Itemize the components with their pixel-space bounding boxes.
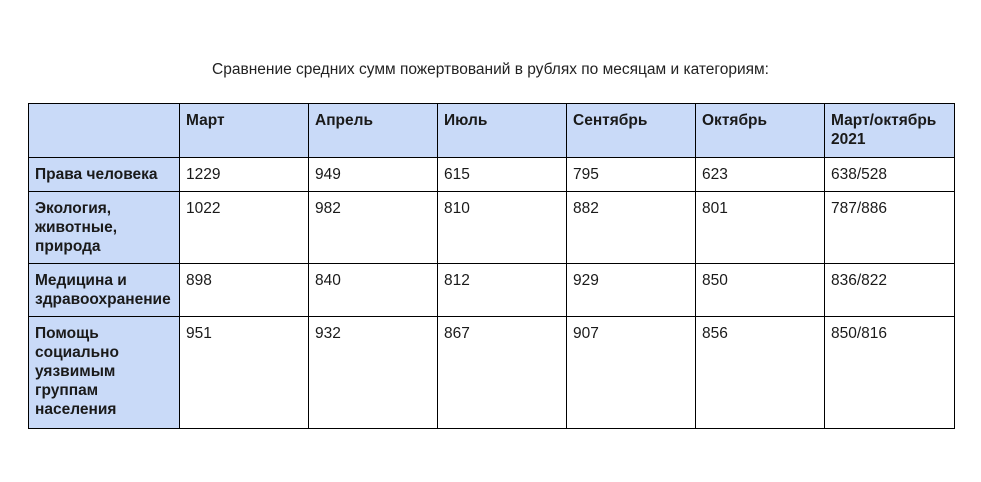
header-cell-september: Сентябрь <box>567 104 696 158</box>
table-header-row <box>29 104 955 158</box>
header-cell-july: Июль <box>438 104 567 158</box>
header-cell-march: Март <box>180 104 309 158</box>
table-caption: Сравнение средних сумм пожертвований в рублях по месяцам и категориям: <box>212 61 769 78</box>
table-cell: 840 <box>309 264 438 317</box>
table-cell: 801 <box>696 192 825 264</box>
table-cell: 1229 <box>180 158 309 192</box>
table-cell: 787/886 <box>825 192 955 264</box>
table-cell: 615 <box>438 158 567 192</box>
table-cell: 623 <box>696 158 825 192</box>
table-cell: 929 <box>567 264 696 317</box>
row-header-cell: Медицина и здравоохранение <box>29 264 180 317</box>
table-cell: 795 <box>567 158 696 192</box>
table-cell: 856 <box>696 317 825 429</box>
table-cell: 882 <box>567 192 696 264</box>
header-cell-october: Октябрь <box>696 104 825 158</box>
table-cell: 898 <box>180 264 309 317</box>
table-cell: 867 <box>438 317 567 429</box>
table-cell: 812 <box>438 264 567 317</box>
table-cell: 638/528 <box>825 158 955 192</box>
table-cell: 850 <box>696 264 825 317</box>
table-cell: 850/816 <box>825 317 955 429</box>
header-cell-corner <box>29 104 180 158</box>
table-row <box>29 264 955 317</box>
table-cell: 836/822 <box>825 264 955 317</box>
header-cell-april: Апрель <box>309 104 438 158</box>
table-cell: 949 <box>309 158 438 192</box>
table-cell: 951 <box>180 317 309 429</box>
donations-table <box>28 103 955 429</box>
table-row <box>29 317 955 429</box>
header-cell-march-october-2021: Март/октябрь 2021 <box>825 104 955 158</box>
table-cell: 907 <box>567 317 696 429</box>
table-cell: 1022 <box>180 192 309 264</box>
row-header-cell: Помощь социально уязвимым группам населения <box>29 317 180 429</box>
table-row <box>29 158 955 192</box>
table-cell: 932 <box>309 317 438 429</box>
table-cell: 982 <box>309 192 438 264</box>
row-header-cell: Права человека <box>29 158 180 192</box>
table-cell: 810 <box>438 192 567 264</box>
row-header-cell: Экология, животные, природа <box>29 192 180 264</box>
table-row <box>29 192 955 264</box>
